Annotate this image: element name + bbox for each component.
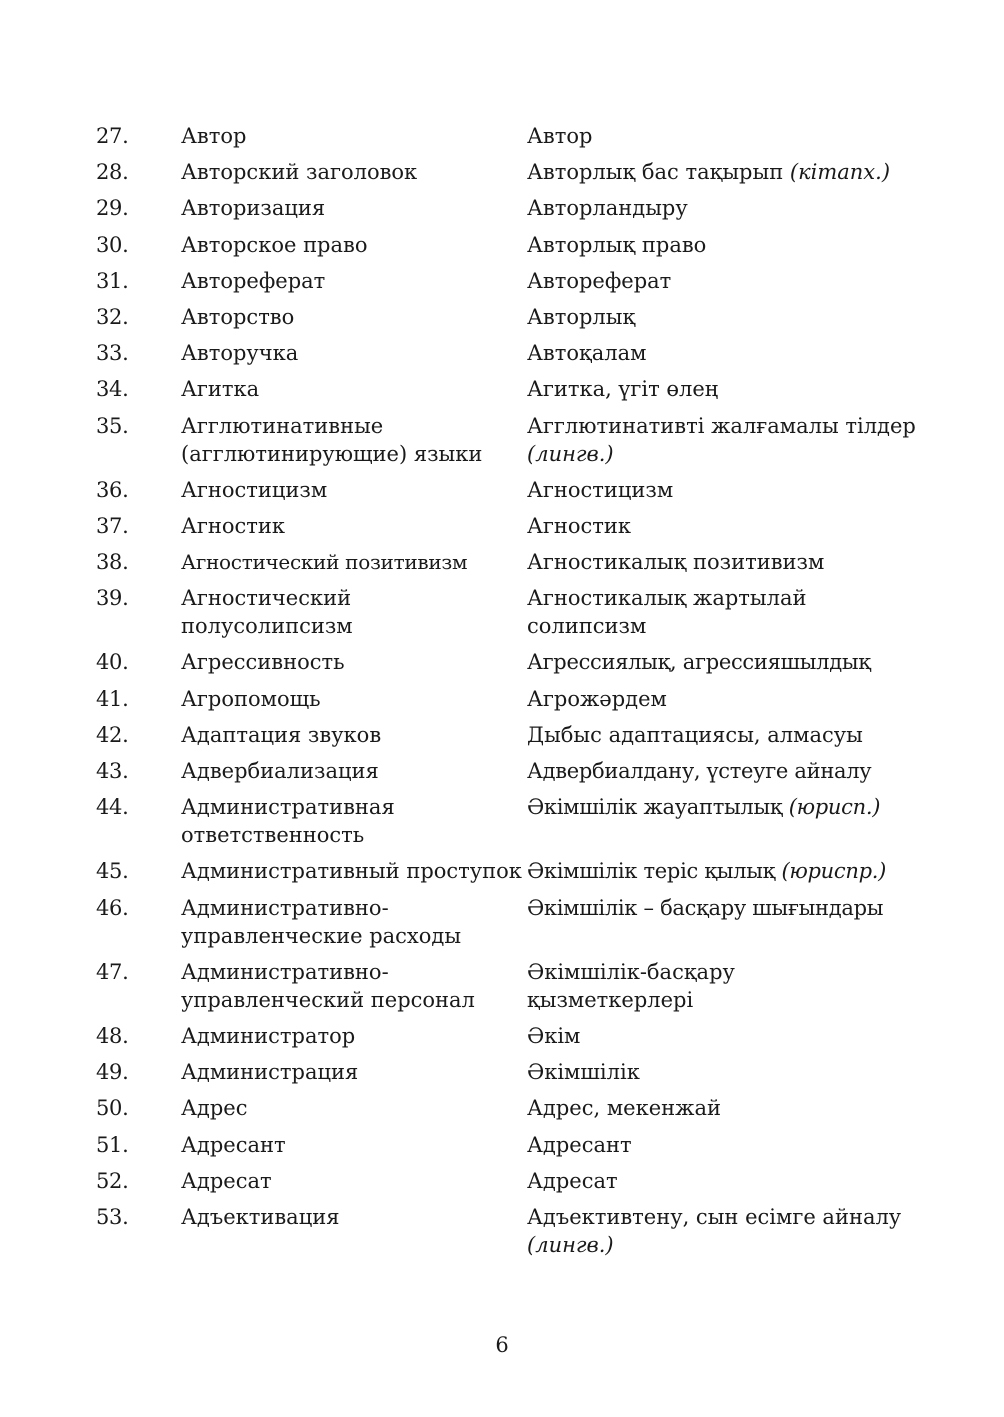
russian-term: Адаптация звуков [181, 722, 382, 747]
kazakh-term-text: Авторлық право [527, 232, 707, 257]
kazakh-term [527, 584, 926, 640]
entry-number: 31. [96, 268, 129, 293]
kazakh-term [527, 1131, 926, 1159]
kazakh-term-text: Адъективтену, сын есімге айналу [527, 1204, 902, 1229]
entry-number: 49. [96, 1060, 129, 1085]
entry-number: 37. [96, 513, 129, 538]
field-note: (лингв.) [527, 441, 614, 466]
field-note: (юрисп.) [788, 795, 881, 820]
russian-term: Администрация [181, 1060, 359, 1085]
entry-number: 52. [96, 1168, 129, 1193]
kazakh-term [527, 685, 926, 713]
kazakh-term [527, 894, 926, 922]
kazakh-term-text: Агглютинативті жалғамалы тілдер [527, 413, 916, 438]
russian-term: Авторский заголовок [181, 160, 418, 185]
russian-term: Авторучка [181, 341, 299, 366]
glossary-row [96, 158, 926, 186]
kazakh-term [527, 1203, 926, 1259]
entry-number: 27. [96, 124, 129, 148]
glossary-row [96, 339, 926, 367]
russian-term: Авторизация [181, 196, 326, 221]
kazakh-term-text: Агностик [527, 513, 632, 538]
entry-number: 30. [96, 232, 129, 257]
kazakh-term-text: Әкімшілік – басқару шығындары [527, 895, 884, 920]
page-number: 6 [495, 1333, 509, 1357]
kazakh-term-text: Авторлық [527, 304, 636, 329]
kazakh-term [527, 1058, 926, 1086]
russian-term: Административно-управленческий персонал [181, 959, 475, 1012]
russian-term: Агностический полусолипсизм [181, 586, 353, 639]
kazakh-term [527, 548, 926, 576]
glossary-row [96, 194, 926, 222]
kazakh-term [527, 958, 926, 1014]
russian-term: Административно-управленческие расходы [181, 895, 462, 948]
kazakh-term-text: Әкімшілік теріс қылық [527, 859, 782, 884]
entry-number: 45. [96, 859, 129, 884]
glossary-row [96, 548, 926, 576]
kazakh-term [527, 412, 926, 468]
kazakh-term [527, 793, 926, 821]
kazakh-term-text: Дыбыс адаптациясы, алмасуы [527, 722, 863, 747]
glossary-row [96, 375, 926, 403]
kazakh-term-text: Агитка, үгіт өлең [527, 377, 719, 402]
kazakh-term-text: Адресат [527, 1168, 618, 1193]
kazakh-term [527, 721, 926, 749]
kazakh-term-text: Автор [527, 124, 593, 148]
entry-number: 43. [96, 759, 129, 783]
russian-term: Адвербиализация [181, 759, 379, 783]
entry-number: 48. [96, 1023, 129, 1048]
kazakh-term [527, 194, 926, 222]
russian-term: Агностический позитивизм [181, 550, 468, 575]
entry-number: 33. [96, 341, 129, 366]
glossary-row [96, 721, 926, 749]
entry-number: 39. [96, 586, 129, 611]
russian-term: Агитка [181, 377, 260, 402]
russian-term: Агглютинативные (агглютинирующие) языки [181, 413, 483, 466]
entry-number: 51. [96, 1132, 129, 1157]
glossary-row [96, 757, 926, 785]
russian-term: Администратор [181, 1023, 356, 1048]
russian-term: Агропомощь [181, 686, 321, 711]
kazakh-term-text: Агрожәрдем [527, 686, 667, 711]
entry-number: 47. [96, 959, 129, 984]
entry-number: 35. [96, 413, 129, 438]
glossary-row [96, 1203, 926, 1259]
entry-number: 40. [96, 650, 129, 675]
glossary-row [96, 857, 926, 885]
entry-number: 29. [96, 196, 129, 221]
kazakh-term [527, 303, 926, 331]
russian-term: Агностик [181, 513, 286, 538]
glossary-row [96, 122, 926, 150]
russian-term: Агрессивность [181, 650, 345, 675]
glossary-row [96, 476, 926, 504]
kazakh-term-text: Авторландыру [527, 196, 688, 221]
kazakh-term-text: Әкім [527, 1023, 581, 1048]
kazakh-term-text: Агностикалық жартылай солипсизм [527, 586, 807, 639]
glossary-row [96, 685, 926, 713]
russian-term: Адресат [181, 1168, 272, 1193]
glossary-row [96, 512, 926, 540]
glossary-row [96, 1094, 926, 1122]
entry-number: 34. [96, 377, 129, 402]
glossary-row [96, 1022, 926, 1050]
russian-term: Авторство [181, 304, 295, 329]
russian-term: Автор [181, 124, 247, 148]
field-note: (юриспр.) [781, 859, 886, 884]
russian-term: Административная ответственность [181, 795, 395, 848]
entry-number: 38. [96, 550, 129, 575]
entry-number: 50. [96, 1096, 129, 1121]
kazakh-term [527, 1094, 926, 1122]
field-note: (кітапх.) [789, 160, 891, 185]
kazakh-term [527, 122, 926, 150]
kazakh-term [527, 648, 926, 676]
glossary-row [96, 894, 926, 950]
glossary-row [96, 303, 926, 331]
entry-number: 53. [96, 1204, 129, 1229]
kazakh-term [527, 267, 926, 295]
glossary-row [96, 231, 926, 259]
entry-number: 32. [96, 304, 129, 329]
entry-number: 28. [96, 160, 129, 185]
kazakh-term-text: Әкімшілік [527, 1060, 640, 1085]
kazakh-term [527, 857, 926, 885]
russian-term: Адъективация [181, 1204, 340, 1229]
kazakh-term-text: Адвербиалдану, үстеуге айналу [527, 759, 872, 783]
kazakh-term-text: Автореферат [527, 268, 672, 293]
entry-number: 36. [96, 477, 129, 502]
russian-term: Автореферат [181, 268, 326, 293]
kazakh-term-text: Әкімшілік-басқару қызметкерлері [527, 959, 735, 1012]
kazakh-term-text: Агностикалық позитивизм [527, 550, 825, 575]
glossary-entries [96, 122, 926, 1267]
kazakh-term-text: Агрессиялық, агрессияшылдық [527, 650, 871, 675]
kazakh-term [527, 757, 926, 785]
kazakh-term [527, 339, 926, 367]
glossary-row [96, 267, 926, 295]
glossary-row [96, 1131, 926, 1159]
kazakh-term [527, 1022, 926, 1050]
kazakh-term [527, 476, 926, 504]
russian-term: Административный проступок [181, 859, 522, 884]
glossary-row [96, 584, 926, 640]
kazakh-term [527, 158, 926, 186]
russian-term: Адрес [181, 1096, 248, 1121]
kazakh-term-text: Әкімшілік жауаптылық [527, 795, 789, 820]
glossary-row [96, 793, 926, 849]
glossary-row [96, 1167, 926, 1195]
kazakh-term-text: Адресант [527, 1132, 632, 1157]
russian-term: Агностицизм [181, 477, 328, 502]
glossary-row [96, 958, 926, 1014]
glossary-row [96, 648, 926, 676]
kazakh-term [527, 1167, 926, 1195]
kazakh-term-text: Автоқалам [527, 341, 647, 366]
kazakh-term-text: Адрес, мекенжай [527, 1096, 721, 1121]
glossary-row [96, 412, 926, 468]
russian-term: Адресант [181, 1132, 286, 1157]
russian-term: Авторское право [181, 232, 368, 257]
kazakh-term [527, 512, 926, 540]
entry-number: 44. [96, 795, 129, 820]
entry-number: 42. [96, 722, 129, 747]
glossary-row [96, 1058, 926, 1086]
kazakh-term [527, 231, 926, 259]
entry-number: 41. [96, 686, 129, 711]
kazakh-term-text: Агностицизм [527, 477, 674, 502]
field-note: (лингв.) [527, 1232, 614, 1257]
kazakh-term-text: Авторлық бас тақырып [527, 160, 790, 185]
entry-number: 46. [96, 895, 129, 920]
kazakh-term [527, 375, 926, 403]
